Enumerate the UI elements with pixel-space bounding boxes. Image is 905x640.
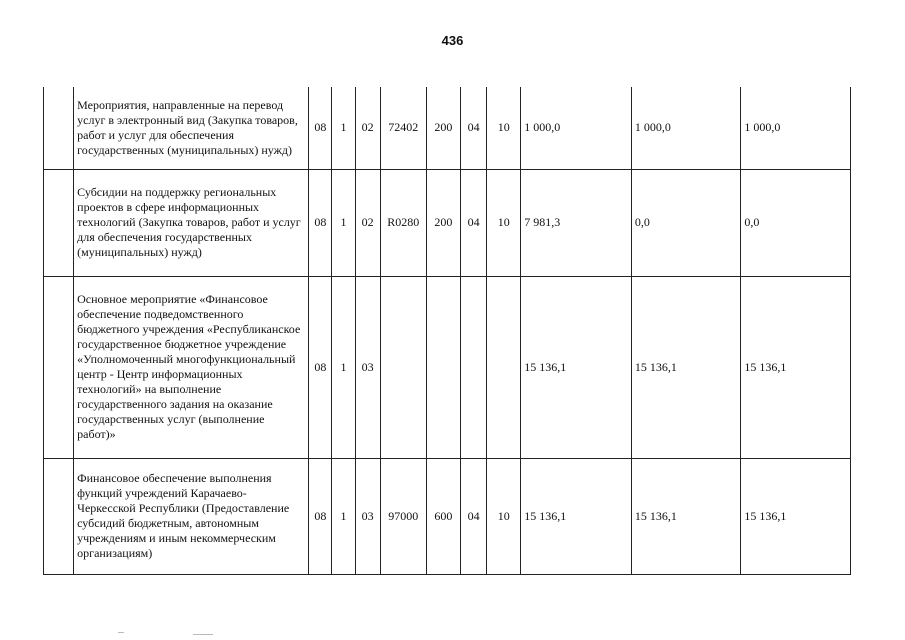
description-cell: Основное мероприятие «Финансовое обеспечение подведомственного бюджетного учреждения «Республиканское государственное бюджетное учреждение «Уполномоченный многофункциональный центр - Центр информационных технологий» на выполнение государственного задания на оказание государственных услуг (выполнение работ)» [74,276,309,458]
description-cell: Финансовое обеспечение выполнения функций учреждений Карачаево-Черкесской Республики (Предоставление субсидий бюджетным, автономным учреждениям и иным некоммерческим организациям) [74,458,309,574]
amount-cell: 7 981,3 [521,169,632,276]
amount-cell: 0,0 [631,169,741,276]
table-row [44,276,851,458]
code-cell: 08 [309,458,332,574]
code-cell: 600 [426,458,460,574]
table-row [44,458,851,574]
amount-cell: 1 000,0 [631,87,741,169]
code-cell: 1 [332,169,355,276]
amount-cell: 15 136,1 [741,276,851,458]
code-cell: R0280 [380,169,426,276]
budget-table [43,87,851,575]
page-number: 436 [441,33,464,48]
code-cell: 1 [332,458,355,574]
description-cell: Субсидии на поддержку региональных проектов в сфере информационных технологий (Закупка товаров, работ и услуг для обеспечения государственных (муниципальных) нужд) [74,169,309,276]
code-cell [426,276,460,458]
index-cell [44,169,74,276]
code-cell: 97000 [380,458,426,574]
code-cell: 08 [309,87,332,169]
code-cell: 08 [309,169,332,276]
index-cell [44,458,74,574]
amount-cell: 15 136,1 [631,276,741,458]
scan-artifact [118,632,124,633]
code-cell: 72402 [380,87,426,169]
code-cell: 10 [487,458,521,574]
code-cell [487,276,521,458]
code-cell: 03 [355,276,380,458]
code-cell: 1 [332,87,355,169]
description-cell: Мероприятия, направленные на перевод услуг в электронный вид (Закупка товаров, работ и услуг для обеспечения государственных (муниципальных) нужд) [74,87,309,169]
code-cell: 200 [426,169,460,276]
code-cell: 02 [355,169,380,276]
amount-cell: 15 136,1 [741,458,851,574]
code-cell [461,276,487,458]
code-cell: 10 [487,169,521,276]
amount-cell: 15 136,1 [631,458,741,574]
code-cell: 02 [355,87,380,169]
amount-cell: 0,0 [741,169,851,276]
code-cell: 08 [309,276,332,458]
amount-cell: 15 136,1 [521,276,632,458]
code-cell: 03 [355,458,380,574]
amount-cell: 1 000,0 [741,87,851,169]
table-row [44,87,851,169]
amount-cell: 15 136,1 [521,458,632,574]
code-cell: 04 [461,458,487,574]
code-cell: 10 [487,87,521,169]
index-cell [44,87,74,169]
index-cell [44,276,74,458]
code-cell [380,276,426,458]
code-cell: 1 [332,276,355,458]
code-cell: 04 [461,87,487,169]
code-cell: 04 [461,169,487,276]
scan-artifact [193,634,213,635]
code-cell: 200 [426,87,460,169]
table-row [44,169,851,276]
amount-cell: 1 000,0 [521,87,632,169]
